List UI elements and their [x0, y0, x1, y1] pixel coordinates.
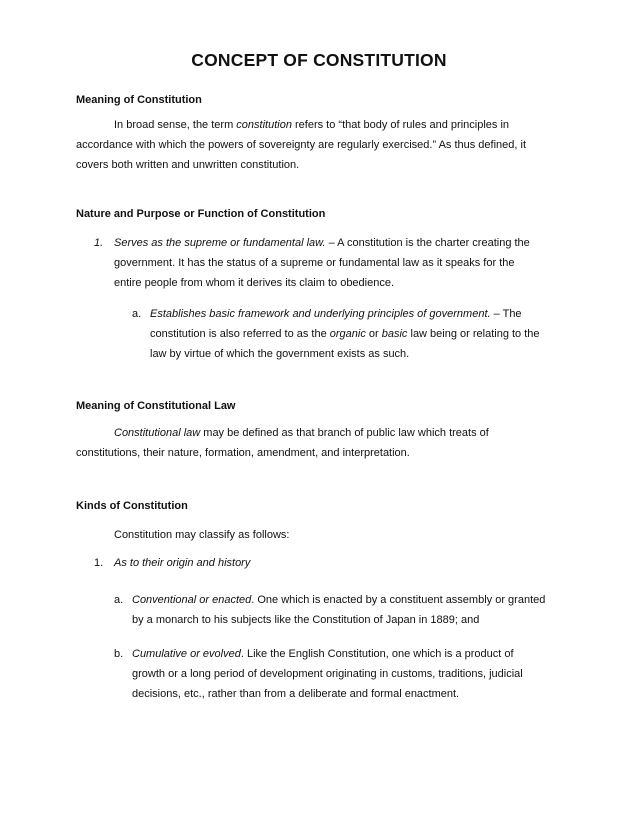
- text-run: or: [365, 328, 382, 340]
- text-line: constitutions, their nature, formation, amendment, and interpretation.: [76, 447, 410, 459]
- list-letter: a.: [132, 308, 142, 320]
- emphasis-basic: basic: [381, 328, 408, 340]
- list-item-cumulative: [132, 644, 523, 704]
- emphasis-constitution: constitution: [236, 119, 292, 131]
- text-run: – The: [490, 308, 522, 320]
- list-item-basic-framework: [150, 304, 540, 364]
- heading-constitutional-law: Meaning of Constitutional Law: [76, 400, 236, 412]
- emphasis-item-title: Establishes basic framework and underlying principles of government.: [150, 308, 491, 320]
- paragraph-kinds-intro: [114, 525, 289, 545]
- list-item-conventional: [132, 590, 545, 630]
- list-letter: b.: [114, 648, 124, 660]
- page-title: CONCEPT OF CONSTITUTION: [191, 50, 447, 70]
- text-run: law being or relating to the: [407, 328, 540, 340]
- text-line: law by virtue of which the government exists as such.: [150, 348, 410, 360]
- heading-meaning-of-constitution: Meaning of Constitution: [76, 94, 202, 106]
- list-number: 1.: [94, 237, 104, 249]
- text-run: may be defined as that branch of public law which treats of: [200, 427, 489, 439]
- text-run: refers to “that body of rules and principles in: [291, 119, 510, 131]
- text-run: In broad sense, the term: [114, 119, 237, 131]
- text-run: – A constitution is the charter creating the: [325, 237, 530, 249]
- emphasis-item-title: As to their origin and history: [114, 557, 251, 569]
- list-item-origin-history: [114, 553, 250, 573]
- text-line: government. It has the status of a supreme or fundamental law as it speaks for the: [114, 257, 515, 269]
- heading-nature-and-purpose: Nature and Purpose or Function of Constitution: [76, 208, 326, 220]
- text-run: . One which is enacted by a constituent assembly or granted: [251, 594, 546, 606]
- text-line: accordance with which the powers of sovereignty are regularly exercised.” As thus defined, it: [76, 139, 527, 151]
- list-number: 1.: [94, 557, 104, 569]
- list-item-supreme-law: [114, 233, 530, 293]
- text-line: entire people from whom it derives its claim to obedience.: [114, 277, 395, 289]
- emphasis-organic: organic: [329, 328, 366, 340]
- emphasis-item-title: Conventional or enacted: [132, 594, 252, 606]
- text-run: . Like the English Constitution, one which is a product of: [240, 648, 514, 660]
- emphasis-item-title: Cumulative or evolved: [132, 648, 241, 660]
- paragraph-constitutional-law: [76, 423, 489, 463]
- text-line: Constitution may classify as follows:: [114, 529, 290, 541]
- text-line: covers both written and unwritten constitution.: [76, 159, 300, 171]
- text-line: decisions, etc., rather than from a deliberate and formal enactment.: [132, 688, 460, 700]
- paragraph-meaning-of-constitution: [76, 115, 526, 175]
- emphasis-item-title: Serves as the supreme or fundamental law.: [114, 237, 326, 249]
- emphasis-constitutional-law: Constitutional law: [114, 427, 201, 439]
- text-line: by a monarch to his subjects like the Constitution of Japan in 1889; and: [132, 614, 480, 626]
- text-run: constitution is also referred to as the: [150, 328, 330, 340]
- text-line: growth or a long period of development originating in customs, traditions, judicial: [132, 668, 523, 680]
- list-letter: a.: [114, 594, 124, 606]
- heading-kinds-of-constitution: Kinds of Constitution: [76, 500, 188, 512]
